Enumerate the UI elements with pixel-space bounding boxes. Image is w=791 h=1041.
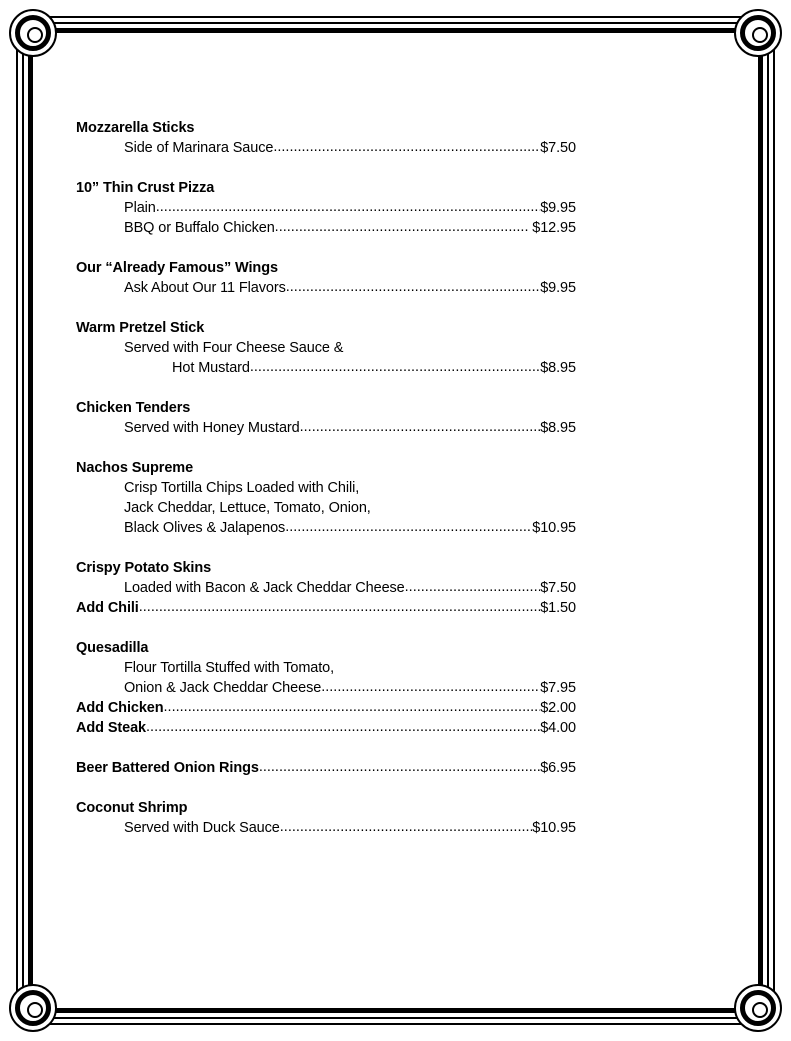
bullseye-ornament-icon-top-right [734, 9, 782, 57]
menu-item-price: $9.95 [540, 200, 576, 216]
menu-item-row [76, 418, 576, 438]
dot-leader [156, 197, 540, 217]
menu-item-description: Served with Honey Mustard [124, 420, 300, 436]
menu-item-name: Chicken Tenders [76, 400, 191, 416]
menu-item-row [76, 478, 576, 498]
menu-item-description: Loaded with Bacon & Jack Cheddar Cheese [124, 580, 405, 596]
menu-section [76, 638, 576, 738]
dot-leader [286, 277, 540, 297]
border-rule-bottom-thick [30, 1008, 761, 1013]
border-rule-bottom-thin-1 [30, 1023, 761, 1025]
menu-section [76, 458, 576, 538]
menu-item-description: Add Chili [76, 600, 139, 616]
menu-item-row [76, 818, 576, 838]
menu-item-price: $10.95 [532, 520, 576, 536]
menu-item-description: Ask About Our 11 Flavors [124, 280, 286, 296]
border-rule-right-thin-1 [773, 30, 775, 1011]
menu-item-description: Served with Duck Sauce [124, 820, 280, 836]
dot-leader [259, 757, 540, 777]
menu-item-row [76, 278, 576, 298]
menu-item-row [76, 498, 576, 518]
menu-item-row [76, 338, 576, 358]
menu-item-name: Mozzarella Sticks [76, 120, 195, 136]
menu-section [76, 258, 576, 298]
menu-item-name: Beer Battered Onion Rings [76, 760, 259, 776]
menu-item-price: $12.95 [528, 220, 576, 236]
menu-item-name: Warm Pretzel Stick [76, 320, 205, 336]
border-rule-top-thick [30, 28, 761, 33]
menu-item-price: $6.95 [540, 760, 576, 776]
dot-leader [405, 577, 541, 597]
dot-leader [275, 217, 529, 237]
menu-section [76, 318, 576, 378]
menu-section [76, 398, 576, 438]
menu-section [76, 798, 576, 838]
menu-item-row [76, 598, 576, 618]
menu-item-row [76, 718, 576, 738]
menu-item-description: Plain [124, 200, 156, 216]
menu-item-row [76, 138, 576, 158]
menu-item-description: Side of Marinara Sauce [124, 140, 274, 156]
menu-item-row [76, 218, 576, 238]
menu-item-name: 10” Thin Crust Pizza [76, 180, 215, 196]
menu-item-price: $8.95 [540, 360, 576, 376]
menu-section [76, 178, 576, 238]
menu-item-name: Quesadilla [76, 640, 149, 656]
menu-item-name: Our “Already Famous” Wings [76, 260, 278, 276]
border-rule-left-thin-1 [16, 30, 18, 1011]
menu-item-description: Add Chicken [76, 700, 164, 716]
menu-item-description: Onion & Jack Cheddar Cheese [124, 680, 322, 696]
border-rule-left-thick [28, 30, 33, 1011]
menu-item-price: $9.95 [540, 280, 576, 296]
dot-leader [250, 357, 540, 377]
bullseye-ornament-icon-top-left [9, 9, 57, 57]
dot-leader [280, 817, 532, 837]
menu-item-description: Crisp Tortilla Chips Loaded with Chili, [124, 480, 360, 496]
menu-item-row [76, 658, 576, 678]
dot-leader [300, 417, 541, 437]
menu-item-description: Black Olives & Jalapenos [124, 520, 286, 536]
border-rule-right-thick [758, 30, 763, 1011]
bullseye-ornament-icon-bottom-right [734, 984, 782, 1032]
menu-item-description: Hot Mustard [172, 360, 250, 376]
menu-section [76, 758, 576, 778]
menu-item-description: Jack Cheddar, Lettuce, Tomato, Onion, [124, 500, 371, 516]
dot-leader [273, 137, 540, 157]
menu-item-description: Flour Tortilla Stuffed with Tomato, [124, 660, 335, 676]
dot-leader [146, 717, 540, 737]
menu-item-price: $7.50 [540, 580, 576, 596]
menu-item-description: Served with Four Cheese Sauce & [124, 340, 344, 356]
menu-item-row [76, 358, 576, 378]
dot-leader [285, 517, 532, 537]
menu-item-name: Crispy Potato Skins [76, 560, 212, 576]
border-rule-bottom-thin-2 [30, 1017, 761, 1019]
menu-item-description: Add Steak [76, 720, 147, 736]
menu-item-price: $7.95 [540, 680, 576, 696]
border-rule-left-thin-2 [22, 30, 24, 1011]
bullseye-ornament-icon-bottom-left [9, 984, 57, 1032]
menu-item-price: $1.50 [540, 600, 576, 616]
menu-item-description: BBQ or Buffalo Chicken [124, 220, 275, 236]
menu-item-price: $2.00 [540, 700, 576, 716]
menu-item-row [76, 698, 576, 718]
menu-item-row [76, 758, 576, 778]
dot-leader [164, 697, 541, 717]
menu-item-price: $8.95 [540, 420, 576, 436]
menu-item-row [76, 518, 576, 538]
menu-item-row [76, 578, 576, 598]
menu-item-price: $7.50 [540, 140, 576, 156]
menu-item-row [76, 198, 576, 218]
dot-leader [139, 597, 540, 617]
menu-item-list [76, 118, 576, 858]
menu-section [76, 118, 576, 158]
border-rule-top-thin-1 [30, 16, 761, 18]
menu-section [76, 558, 576, 618]
menu-item-name: Nachos Supreme [76, 460, 194, 476]
border-rule-top-thin-2 [30, 22, 761, 24]
menu-item-price: $10.95 [532, 820, 576, 836]
menu-item-price: $4.00 [540, 720, 576, 736]
menu-item-row [76, 678, 576, 698]
border-rule-right-thin-2 [767, 30, 769, 1011]
dot-leader [321, 677, 540, 697]
menu-item-name: Coconut Shrimp [76, 800, 188, 816]
